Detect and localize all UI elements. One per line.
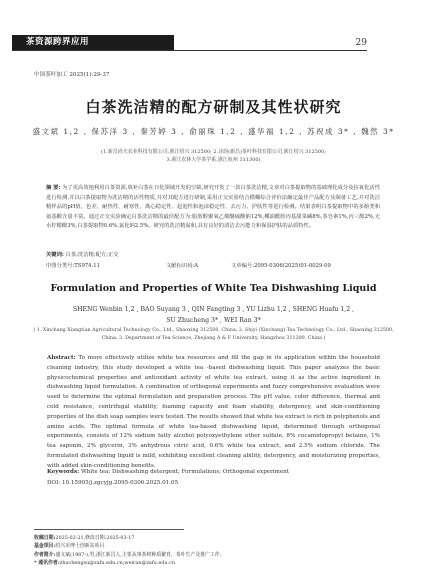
page-number: 29 — [355, 38, 367, 48]
doi-link[interactable]: 10.15905/j.zgcyjg.2095-0306.2025.01.05 — [61, 480, 179, 486]
doi-label: DOI: — [47, 480, 61, 486]
keywords-label: Keywords: — [47, 469, 80, 475]
english-abstract — [47, 354, 380, 472]
footnotes — [34, 534, 394, 568]
header-rule — [12, 50, 367, 51]
english-authors — [0, 304, 427, 326]
chinese-affiliations — [0, 149, 427, 164]
chinese-authors: 盛文斌 1,2 , 保苏洋 3 , 秦芳婷 3 , 俞丽珠 1,2 , 盛华福 1,2 , 苏祝成 3* , 魏然 3* — [32, 127, 395, 136]
journal-citation: 中国茶叶加工 2025(1):29-37 — [34, 72, 110, 78]
abstract-text: To more effectively utilize white tea resources and fill the gap in its application within the household cleaning industry, this study developed a white tea -based dishwashing liquid. This paper analyzes the basic physicochemical properties and antioxidant activity of white tea extract, using it as the active ingredient in dishwashing liquid formulation. A combination of orthogonal experiments and fuzzy comprehensive evaluation were used to determine the optimal formulation and preparation process. The pH value, color difference, thermal and cold resistance, centrifugal stability, foaming capacity and foam stability, detergency, and skin-conditioning properties of the dish soap samples were tested. The results showed that white tea extract is rich in polyphenols and amino acids. The optimal formula of white tea-based dishwashing liquid, determined through orthogonal experiments, consists of 12% sodium fatty alcohol polyoxyethylene ether sulfate, 8% cocamidopropyl betaine, 1% tea saponin, 2% glycerin, 3% anhydrous citric acid, 0.6% white tea extract, and 2.5% sodium chloride. The formulated dishwashing liquid is mild, exhibiting excellent cleaning ability, detergency, and moisturizing properties, with added skin-conditioning benefits. — [47, 355, 381, 469]
clc-code: 中图分类号:TS974.11 — [46, 263, 100, 269]
footnote-funding: 基金项目:绍兴市博士创新站项目 — [34, 543, 105, 550]
abstract-label: Abstract: — [47, 355, 76, 361]
english-keywords — [47, 469, 289, 475]
chinese-keywords — [46, 250, 119, 258]
footnote-author-bio: 作者简介:盛文斌(1987-),男,浙江新昌人,主要从事茶树种质繁育、茶叶生产及推广工作。 — [34, 551, 225, 558]
footnote-corresponding: * 通讯作者:zhuchengsu@zafu.edu.cn;weiran@zafu.edu.cn — [34, 560, 175, 567]
keywords-text: White tea; Dishwashing detergent; Formulations; Orthogonal experiment — [80, 469, 290, 475]
english-affiliations: ( 1. Xinchang Xiangtian Agricultural Technology Co., Ltd., Shaoxing 312500, China; 2. Shiyi (Xinchang) Tea Technology Co., Ltd., Shaoxing 312500, China; 3. Department of Tea Science, Zhejiang A & F University, Hangzhou 311300, China ) — [33, 328, 394, 341]
abstract-label: 摘 要: — [46, 185, 61, 191]
author-line: SU Zhucheng 3* , WEI Ran 3* — [166, 317, 261, 324]
english-title: Formulation and Properties of White Tea Dishwashing Liquid — [50, 283, 377, 294]
footnote-rule — [34, 529, 184, 530]
chinese-title: 白茶洗洁精的配方研制及其性状研究 — [85, 98, 342, 116]
abstract-text: 为了更高效地利用白茶资源,填补白茶在日化领域开发的空缺,研究开发了一款白茶洗洁精,文章对白茶提取物的基础理化成分及抗氧化活性进行检测,并以白茶提取物为洗洁精的活性物质,并对其配方进行研制,采用正交实验结合模糊综合评价法确定最佳产品配方及制备工艺,并对洗洁精样品的pH值、色差、耐热性、耐寒性、离心稳定性、起泡性和泡沫稳定性、去污力、护肤性等进行检测。结果表明白茶提取物中的多酚类和氨基酸含量丰富。通过正交实验确定白茶洗洁精的最佳配方为:脂肪醇聚氧乙烯醚硫酸钠12%,椰油酰胺丙基甜菜碱8%,茶皂素1%,丙三醇2%,无水柠檬酸3%,白茶提取物0.6%,氯化钠2.5%。研究的洗洁精温和,具有良好的清洁去污能力和保湿护肤的品质特性。 — [46, 185, 381, 230]
affiliation-line: 3.浙江农林大学茶学系,浙江杭州 311300) — [166, 156, 261, 163]
author-line: SHENG Wenbin 1,2 , BAO Suyang 3 , QIN Fangting 3 , YU Lizhu 1,2 , SHENG Huafu 1,2 , — [72, 306, 355, 313]
keywords-label: 关键词: — [46, 252, 64, 258]
doi — [47, 480, 178, 486]
chinese-abstract — [46, 184, 380, 232]
article-number: 文章编号:2095-0306(2025)01-0029-09 — [231, 263, 331, 269]
footnote-received: 收稿日期:2025-02-21,修改日期:2025-03-17 — [34, 535, 135, 541]
document-code: 文献标识码:A — [166, 263, 199, 269]
section-title: 茶资源跨界应用 — [26, 37, 90, 47]
affiliation-line: (1.新昌尚天农业科技有限公司,浙江绍兴 312500; 2.诗韵(新昌)茶叶科技有限公司,浙江绍兴 312500; — [101, 149, 326, 155]
keywords-text: 白茶;洗洁精;配方;正交 — [65, 252, 119, 258]
section-banner — [12, 35, 174, 50]
